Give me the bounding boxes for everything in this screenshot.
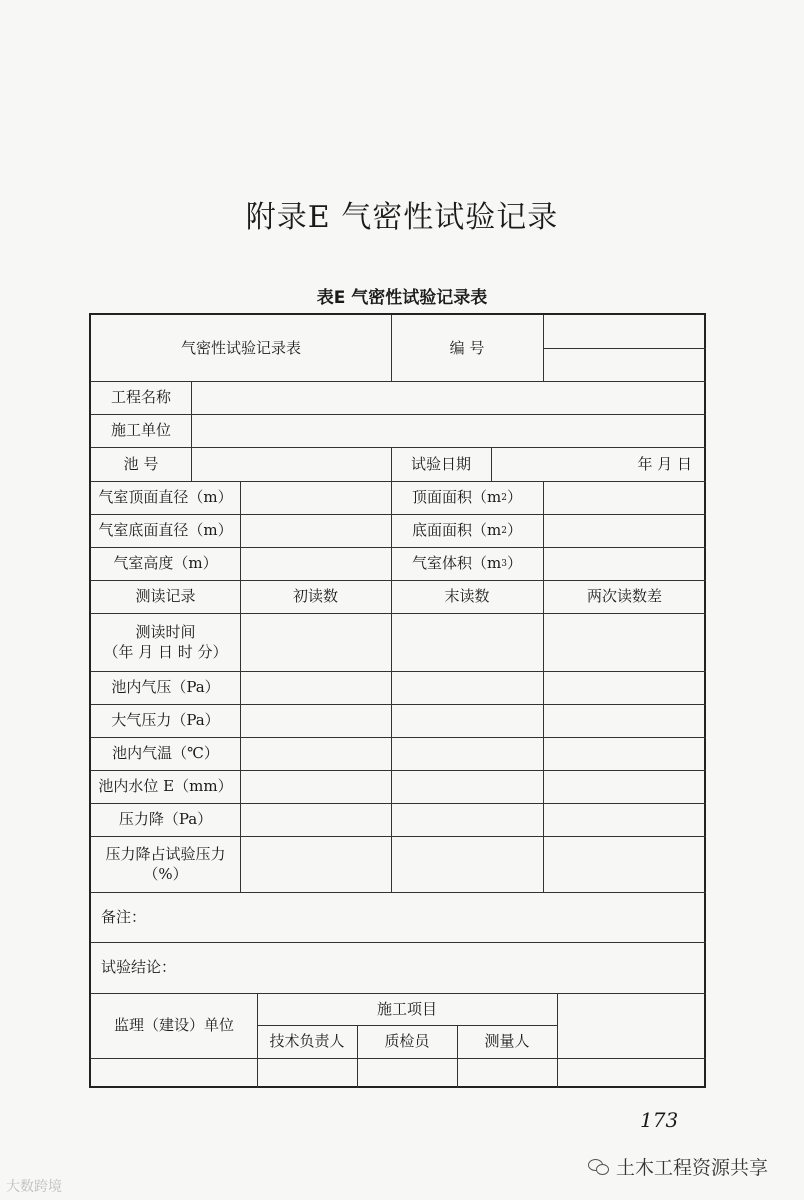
top-diameter-field[interactable] (240, 481, 391, 514)
final-reading-header: 末读数 (444, 587, 490, 606)
airtightness-test-form (89, 313, 706, 1088)
form-header-title: 气密性试验记录表 (180, 338, 301, 357)
technical-lead-label: 技术负责人 (269, 1032, 345, 1051)
construction-unit-field[interactable] (191, 414, 706, 447)
close-paren: ） (506, 521, 522, 540)
page-number: 173 (640, 1108, 679, 1132)
pool-pressure-label: 池内气压（Pa） (111, 678, 220, 697)
supervision-signature-field[interactable] (91, 1058, 257, 1088)
surveyor-label: 测量人 (484, 1032, 530, 1051)
chamber-volume-text: 气室体积（m (412, 554, 502, 573)
chamber-height-label: 气室高度（m） (113, 554, 218, 573)
top-area-field[interactable] (543, 481, 706, 514)
form-number-field-1[interactable] (543, 315, 706, 348)
reading-time-line2: （年 月 日 时 分） (103, 643, 228, 661)
reading-record-label: 测读记录 (135, 587, 196, 606)
test-date-label: 试验日期 (410, 454, 471, 473)
top-area-text: 顶面面积（m (412, 488, 502, 507)
watermark-brand: 大数跨境 (6, 1179, 62, 1195)
quality-inspector-signature-field[interactable] (357, 1058, 457, 1088)
close-paren: ） (506, 554, 522, 573)
chamber-volume-label: 气室体积（m 3 ） (412, 554, 522, 573)
signature-extra-field[interactable] (557, 993, 706, 1058)
pressure-ratio-label (91, 836, 240, 892)
construction-unit-label: 施工单位 (110, 421, 171, 440)
supervision-unit-label: 监理（建设）单位 (113, 1016, 234, 1035)
test-date-field[interactable]: 年 月 日 (637, 454, 692, 473)
bottom-area-field[interactable] (543, 514, 706, 547)
pressure-drop-label: 压力降（Pa） (118, 810, 213, 829)
chamber-volume-field[interactable] (543, 547, 706, 580)
water-level-label: 池内水位 E（mm） (98, 777, 233, 796)
pressure-ratio-line1: 压力降占试验压力 (105, 844, 226, 863)
chamber-height-field[interactable] (240, 547, 391, 580)
remarks-label[interactable]: 备注： (101, 907, 147, 926)
pool-number-label: 池 号 (123, 454, 159, 473)
wechat-icon (588, 1159, 610, 1175)
top-area-label: 顶面面积（m 2 ） (412, 488, 522, 507)
top-diameter-label: 气室顶面直径（m） (98, 488, 233, 507)
conclusion-label[interactable]: 试验结论： (101, 958, 177, 977)
project-name-field[interactable] (191, 381, 706, 414)
reading-time-line1: 测读时间 (135, 622, 196, 641)
quality-inspector-label: 质检员 (384, 1032, 430, 1051)
form-number-field-2[interactable] (543, 348, 706, 381)
pool-temperature-label: 池内气温（℃） (112, 744, 219, 763)
bottom-area-text: 底面面积（m (412, 521, 502, 540)
table-caption: 表E 气密性试验记录表 (316, 288, 488, 308)
difference-header: 两次读数差 (586, 587, 662, 606)
pool-number-field[interactable] (191, 447, 391, 481)
watermark-source-text: 土木工程资源共享 (616, 1157, 769, 1179)
bottom-diameter-label: 气室底面直径（m） (98, 521, 233, 540)
page-title: 附录E 气密性试验记录 (245, 200, 559, 235)
bottom-area-label: 底面面积（m 2 ） (412, 521, 522, 540)
pressure-ratio-line2: （%） (143, 865, 188, 883)
watermark-source (588, 1153, 768, 1180)
technical-lead-signature-field[interactable] (257, 1058, 357, 1088)
project-name-label: 工程名称 (110, 388, 171, 407)
bottom-diameter-field[interactable] (240, 514, 391, 547)
construction-project-label: 施工项目 (376, 999, 437, 1018)
surveyor-signature-field[interactable] (457, 1058, 557, 1088)
atmospheric-pressure-label: 大气压力（Pa） (111, 711, 220, 730)
form-number-label: 编 号 (449, 338, 485, 357)
close-paren: ） (506, 488, 522, 507)
reading-time-label (91, 613, 240, 671)
initial-reading-header: 初读数 (292, 587, 338, 606)
